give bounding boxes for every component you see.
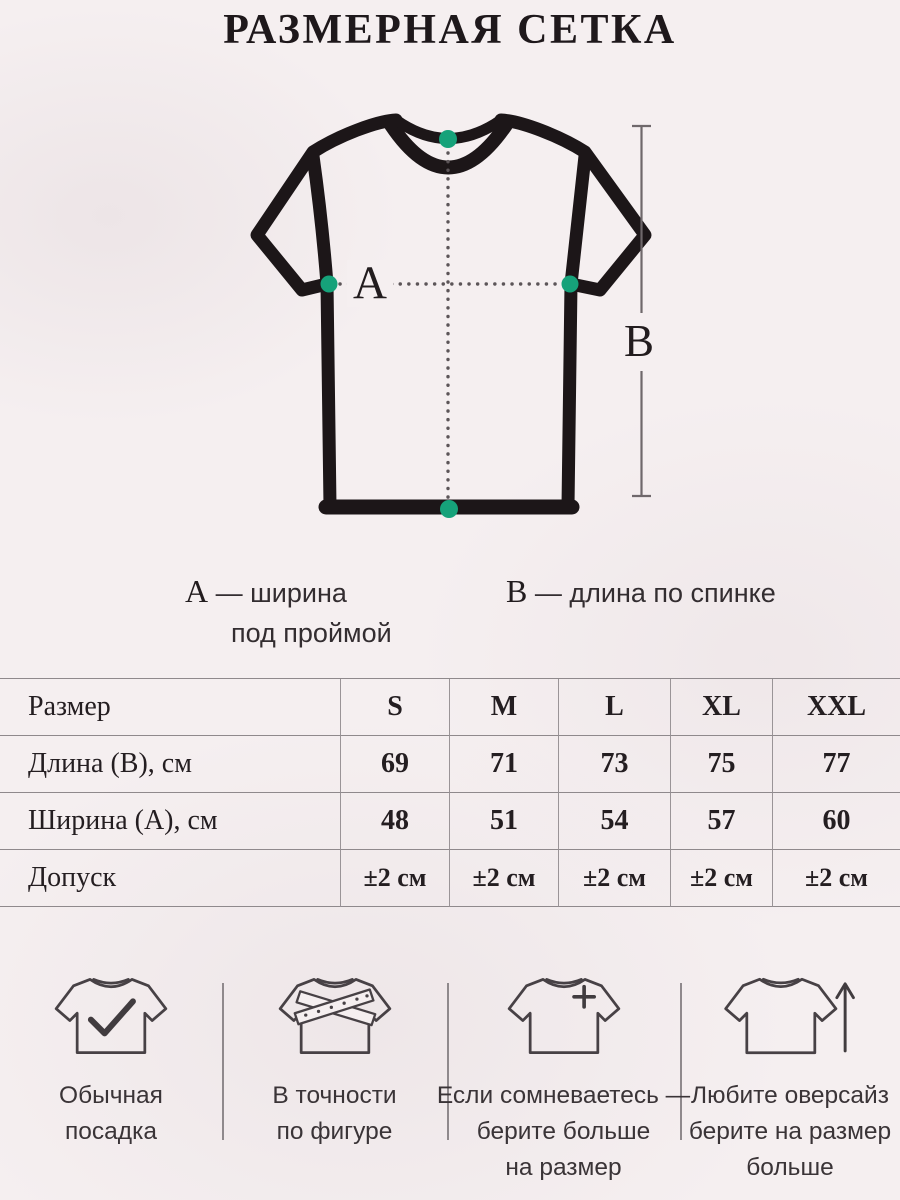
fit-caption-oversize: Любите оверсайз берите на размер больше: [688, 1082, 892, 1181]
tolerance-m: ±2 см: [449, 850, 558, 907]
fit-caption-size-up: Если сомневаетесь — берите больше на размер: [436, 1082, 691, 1181]
row-length-label: Длина (B), см: [0, 736, 340, 793]
fit-caption-regular: Обычная посадка: [59, 1082, 163, 1145]
table-header-size: Размер: [0, 679, 340, 736]
fit-option-regular: [0, 962, 222, 1192]
width-xl: 57: [670, 793, 772, 850]
table-header-l: L: [558, 679, 670, 736]
legend-width: [185, 573, 392, 649]
length-m: 71: [449, 736, 558, 793]
fit-option-exact: [222, 962, 447, 1192]
legend-a-text-line2: под проймой: [231, 618, 392, 648]
length-measure-line: [632, 126, 651, 496]
measure-dotted-lines: [340, 153, 560, 500]
width-l: 54: [558, 793, 670, 850]
tolerance-xl: ±2 см: [670, 850, 772, 907]
length-xxl: 77: [772, 736, 900, 793]
row-tolerance-label: Допуск: [0, 850, 340, 907]
table-header-xl: XL: [670, 679, 772, 736]
tolerance-xxl: ±2 см: [772, 850, 900, 907]
tshirt-outline: [257, 120, 645, 507]
tshirt-arrow-icon: [722, 962, 858, 1064]
length-l: 73: [558, 736, 670, 793]
size-table: [0, 678, 900, 907]
fit-option-size-up: [436, 962, 691, 1192]
legend-a-text: — ширина: [215, 578, 347, 608]
tshirt-tape-icon: [271, 962, 399, 1064]
legend-b-text: — длина по спинке: [534, 578, 776, 608]
width-label-a: A: [347, 260, 393, 307]
length-label-b: B: [620, 317, 658, 366]
legend-length: [506, 573, 776, 610]
tolerance-l: ±2 см: [558, 850, 670, 907]
tshirt-plus-icon: [500, 962, 628, 1064]
tshirt-measure-diagram: [0, 90, 900, 560]
length-xl: 75: [670, 736, 772, 793]
width-xxl: 60: [772, 793, 900, 850]
fit-option-oversize: [680, 962, 900, 1192]
row-width-label: Ширина (A), см: [0, 793, 340, 850]
tshirt-check-icon: [47, 962, 175, 1064]
legend-b-letter: B: [506, 573, 528, 609]
page-title: РАЗМЕРНАЯ СЕТКА: [223, 7, 677, 53]
table-header-xxl: XXL: [772, 679, 900, 736]
width-s: 48: [340, 793, 449, 850]
table-header-m: M: [449, 679, 558, 736]
fit-caption-exact: В точности по фигуре: [272, 1082, 397, 1145]
table-header-s: S: [340, 679, 449, 736]
tolerance-s: ±2 см: [340, 850, 449, 907]
length-s: 69: [340, 736, 449, 793]
width-m: 51: [449, 793, 558, 850]
legend-a-letter: A: [185, 573, 209, 609]
